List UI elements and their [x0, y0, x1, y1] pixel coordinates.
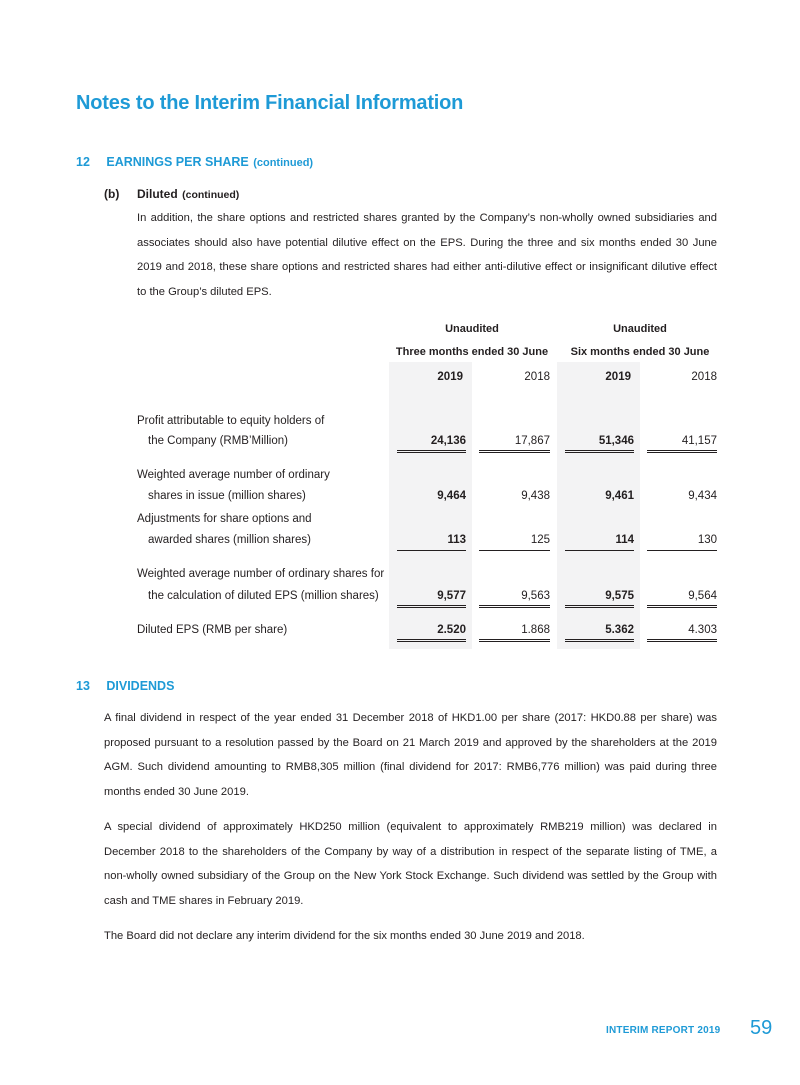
table-cell: 9,563 [479, 590, 550, 608]
table-cell: 17,867 [479, 435, 550, 453]
section-13-heading [76, 677, 174, 695]
header-status-three-months: Unaudited [445, 323, 499, 335]
table-cell: 113 [397, 534, 466, 551]
section-number: 13 [76, 679, 90, 693]
table-cell: 9,575 [565, 590, 634, 608]
table-cell: 2.520 [397, 624, 466, 642]
header-period-three-months: Three months ended 30 June [395, 346, 549, 358]
table-cell: 130 [647, 534, 717, 551]
table-cell: 9,438 [521, 490, 550, 502]
row-label: Adjustments for share options and [137, 513, 312, 525]
dividends-paragraph-3: The Board did not declare any interim dividend for the six months ended 30 June 2019 and 2018. [104, 930, 585, 942]
year-header: 2019 [437, 371, 463, 383]
page-number: 59 [750, 1017, 773, 1039]
page-title: Notes to the Interim Financial Information [76, 92, 464, 114]
row-label: Diluted EPS (RMB per share) [137, 624, 288, 636]
row-label: Profit attributable to equity holders of [137, 415, 325, 427]
header-period-six-months: Six months ended 30 June [570, 346, 710, 358]
section-12-heading [76, 153, 313, 171]
year-header: 2018 [691, 371, 717, 383]
section-number: 12 [76, 155, 90, 169]
row-label: awarded shares (million shares) [148, 534, 311, 546]
table-cell: 1.868 [479, 624, 550, 642]
table-cell: 51,346 [565, 435, 634, 453]
year-header: 2018 [524, 371, 550, 383]
section-continued: (continued) [253, 157, 314, 169]
table-cell: 24,136 [397, 435, 466, 453]
subsection-heading [104, 185, 119, 203]
subsection-title: Diluted [137, 187, 178, 201]
table-cell: 9,461 [605, 490, 634, 502]
table-cell: 9,577 [397, 590, 466, 608]
year-header: 2019 [605, 371, 631, 383]
row-label: the calculation of diluted EPS (million shares) [148, 590, 379, 602]
row-label: Weighted average number of ordinary [137, 469, 330, 481]
table-cell: 125 [479, 534, 550, 551]
table-cell: 4.303 [647, 624, 717, 642]
dividends-paragraph-2: A special dividend of approximately HKD250 million (equivalent to approximately RMB219 million) was declared in December 2018 to the shareholders of the Company by way of a distribution in respect of the separate listing of TME, a non-wholly owned subsidiary of the Group on the New York Stock Exchange. Such dividend was settled by the Group with cash and TME shares in February 2019. [104, 821, 717, 907]
row-label: the Company (RMB’Million) [148, 435, 288, 447]
dividends-paragraph-1: A final dividend in respect of the year ended 31 December 2018 of HKD1.00 per share (2017: HKD0.88 per share) was proposed pursuant to a resolution passed by the Board on 21 March 2019 and approved by the shareholders at the 2019 AGM. Such dividend amounting to RMB8,305 million (final dividend for 2017: RMB6,776 million) was paid during three months ended 30 June 2019. [104, 712, 717, 798]
row-label: shares in issue (million shares) [148, 490, 306, 502]
section-title: EARNINGS PER SHARE [106, 155, 249, 169]
table-cell: 9,464 [437, 490, 466, 502]
row-label: Weighted average number of ordinary shares for [137, 568, 385, 580]
section-title: DIVIDENDS [106, 679, 175, 693]
table-cell: 5.362 [565, 624, 634, 642]
diluted-paragraph: In addition, the share options and restricted shares granted by the Company’s non-wholly owned subsidiaries and associates should also have potential dilutive effect on the EPS. During the three and six months ended 30 June 2019 and 2018, these share options and restricted shares had either anti-dilutive effect or insignificant dilutive effect to the Group’s diluted EPS. [137, 212, 717, 298]
table-cell: 9,434 [688, 490, 717, 502]
subsection-title-wrap [137, 185, 239, 203]
footer-report-title: INTERIM REPORT 2019 [606, 1025, 721, 1036]
table-cell: 114 [565, 534, 634, 551]
table-cell: 9,564 [647, 590, 717, 608]
header-status-six-months: Unaudited [613, 323, 667, 335]
table-cell: 41,157 [647, 435, 717, 453]
subsection-label: (b) [104, 187, 120, 201]
subsection-continued: (continued) [182, 189, 240, 201]
